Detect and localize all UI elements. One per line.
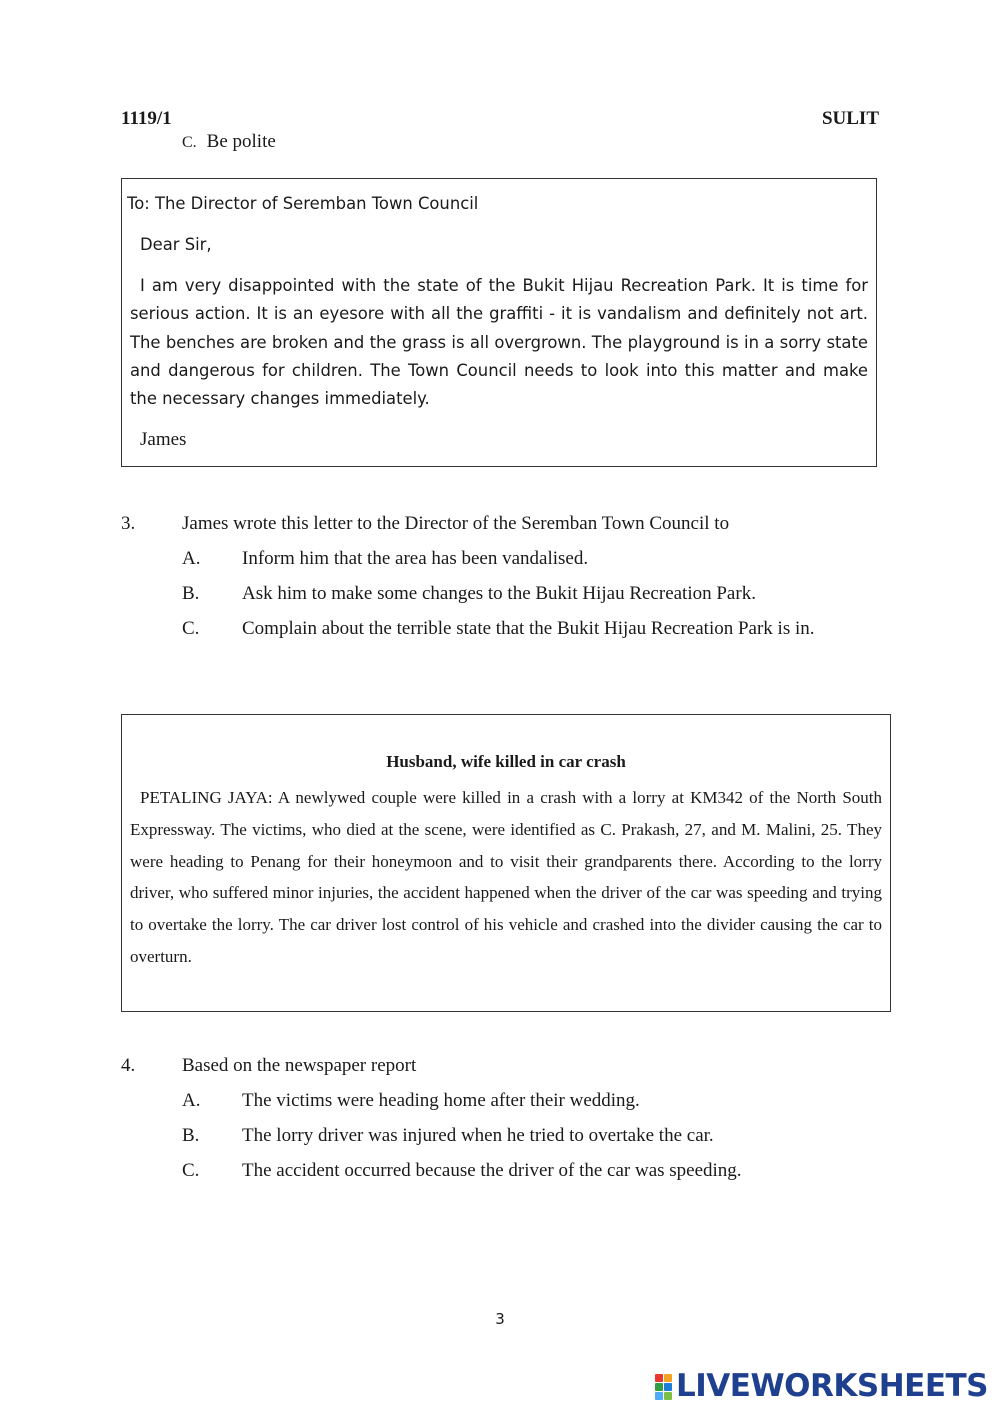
letter-box — [121, 178, 877, 467]
option-a-text[interactable]: Inform him that the area has been vandalised. — [242, 548, 589, 569]
option-b-label: B. — [182, 1125, 200, 1146]
news-body: PETALING JAYA: A newlywed couple were killed in a crash with a lorry at KM342 of the North South Expressway. The victims, who died at the scene, were identified as C. Prakash, 27, and M. Malini, 25. They were heading to Penang for their honeymoon and to visit their grandparents there. According to the lorry driver, who suffered minor injuries, the accident happened when the driver of the car was speeding and trying to overtake the lorry. The car driver lost control of his vehicle and crashed into the divider causing the car to overturn. — [130, 788, 882, 966]
option-b-text[interactable]: The lorry driver was injured when he tried to overtake the car. — [242, 1125, 714, 1146]
option-c-label: C. — [182, 618, 200, 639]
logo-square — [664, 1383, 672, 1391]
letter-signature: James — [140, 429, 187, 450]
option-c-label: C. — [182, 1160, 200, 1181]
logo-square — [655, 1392, 663, 1400]
newspaper-report-box — [121, 714, 891, 1012]
question-stem: James wrote this letter to the Director of the Seremban Town Council to — [182, 513, 730, 534]
option-label: C. — [182, 134, 197, 151]
question-stem: Based on the newspaper report — [182, 1055, 417, 1076]
option-b-text[interactable]: Ask him to make some changes to the Bukit Hijau Recreation Park. — [242, 583, 756, 604]
option-c-text[interactable]: The accident occurred because the driver of the car was speeding. — [242, 1160, 742, 1181]
news-headline: Husband, wife killed in car crash — [386, 752, 626, 771]
option-text: Be polite — [206, 131, 276, 152]
question-number: 3. — [121, 513, 136, 534]
classification-label: SULIT — [821, 108, 879, 129]
exam-code: 1119/1 — [121, 108, 172, 129]
previous-question-option-c — [182, 131, 276, 153]
liveworksheets-brand[interactable] — [655, 1368, 988, 1404]
letter-salutation: Dear Sir, — [140, 235, 212, 254]
letter-recipient: To: The Director of Seremban Town Council — [127, 194, 479, 213]
logo-square — [664, 1392, 672, 1400]
logo-square — [655, 1383, 663, 1391]
page-number: 3 — [495, 1310, 505, 1328]
option-c-text[interactable]: Complain about the terrible state that the Bukit Hijau Recreation Park is in. — [242, 618, 815, 639]
option-a-text[interactable]: The victims were heading home after their wedding. — [242, 1090, 640, 1111]
option-b-label: B. — [182, 583, 200, 604]
option-a-label: A. — [182, 548, 201, 569]
logo-square — [664, 1374, 672, 1382]
letter-body: I am very disappointed with the state of the Bukit Hijau Recreation Park. It is time for serious action. It is an eyesore with all the graffiti - it is vandalism and definitely not art. The benches are broken and the grass is all overgrown. The playground is in a sorry state and dangerous for children. The Town Council needs to look into this matter and make the necessary changes immediately. — [130, 276, 868, 409]
option-a-label: A. — [182, 1090, 201, 1111]
logo-square — [655, 1374, 663, 1382]
brand-name: LIVEWORKSHEETS — [676, 1368, 988, 1404]
liveworksheets-logo-icon — [655, 1374, 672, 1400]
question-number: 4. — [121, 1055, 136, 1076]
